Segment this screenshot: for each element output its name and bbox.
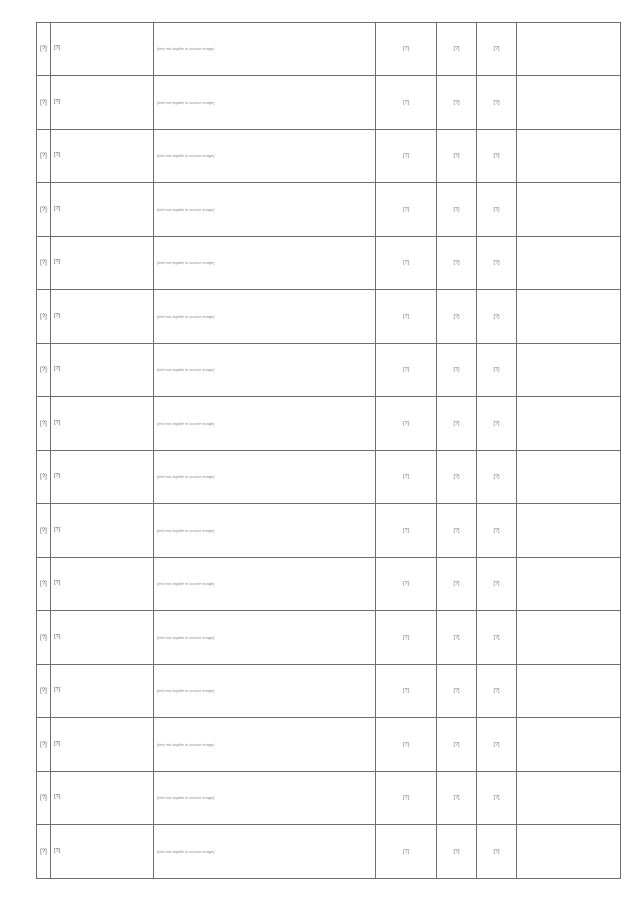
row-empty-cell — [517, 825, 621, 879]
row-year-repair: [?] — [437, 558, 477, 611]
row-year-built: [?] — [477, 665, 517, 718]
row-address: [?] — [51, 718, 154, 772]
row-cadastral-number: [?] — [376, 451, 437, 504]
row-cadastral-number: [?] — [376, 825, 437, 879]
row-number: [?] — [37, 772, 51, 825]
row-number: [?] — [37, 718, 51, 772]
table-row — [37, 23, 621, 76]
table-row — [37, 237, 621, 290]
repair-table-body — [37, 23, 621, 879]
row-year-built: [?] — [477, 718, 517, 772]
row-work-description: [text not legible in source image] — [154, 130, 376, 183]
row-year-built: [?] — [477, 397, 517, 451]
row-year-repair: [?] — [437, 76, 477, 130]
row-year-repair: [?] — [437, 397, 477, 451]
row-number: [?] — [37, 237, 51, 290]
row-cadastral-number: [?] — [376, 76, 437, 130]
row-year-built: [?] — [477, 130, 517, 183]
row-year-built: [?] — [477, 772, 517, 825]
row-number: [?] — [37, 290, 51, 344]
row-address: [?] — [51, 772, 154, 825]
row-year-built: [?] — [477, 290, 517, 344]
repair-table — [36, 22, 621, 879]
row-number: [?] — [37, 344, 51, 397]
row-number: [?] — [37, 558, 51, 611]
row-work-description: [text not legible in source image] — [154, 504, 376, 558]
row-empty-cell — [517, 23, 621, 76]
row-year-built: [?] — [477, 611, 517, 665]
row-empty-cell — [517, 237, 621, 290]
row-address: [?] — [51, 611, 154, 665]
row-year-built: [?] — [477, 558, 517, 611]
row-year-built: [?] — [477, 504, 517, 558]
row-cadastral-number: [?] — [376, 290, 437, 344]
row-year-built: [?] — [477, 183, 517, 237]
row-year-repair: [?] — [437, 665, 477, 718]
table-row — [37, 558, 621, 611]
row-year-built: [?] — [477, 825, 517, 879]
row-cadastral-number: [?] — [376, 183, 437, 237]
row-year-built: [?] — [477, 451, 517, 504]
row-year-repair: [?] — [437, 237, 477, 290]
row-year-repair: [?] — [437, 772, 477, 825]
row-year-built: [?] — [477, 237, 517, 290]
row-address: [?] — [51, 290, 154, 344]
row-cadastral-number: [?] — [376, 558, 437, 611]
row-cadastral-number: [?] — [376, 665, 437, 718]
row-work-description: [text not legible in source image] — [154, 825, 376, 879]
row-cadastral-number: [?] — [376, 772, 437, 825]
row-work-description: [text not legible in source image] — [154, 237, 376, 290]
row-year-repair: [?] — [437, 290, 477, 344]
row-cadastral-number: [?] — [376, 397, 437, 451]
row-year-repair: [?] — [437, 23, 477, 76]
row-work-description: [text not legible in source image] — [154, 772, 376, 825]
row-year-repair: [?] — [437, 344, 477, 397]
row-year-repair: [?] — [437, 504, 477, 558]
row-empty-cell — [517, 718, 621, 772]
row-work-description: [text not legible in source image] — [154, 665, 376, 718]
row-address: [?] — [51, 825, 154, 879]
row-address: [?] — [51, 344, 154, 397]
table-row — [37, 825, 621, 879]
row-empty-cell — [517, 451, 621, 504]
row-year-repair: [?] — [437, 825, 477, 879]
row-empty-cell — [517, 504, 621, 558]
row-year-built: [?] — [477, 23, 517, 76]
row-cadastral-number: [?] — [376, 718, 437, 772]
table-row — [37, 504, 621, 558]
row-address: [?] — [51, 504, 154, 558]
row-cadastral-number: [?] — [376, 504, 437, 558]
row-empty-cell — [517, 665, 621, 718]
row-number: [?] — [37, 611, 51, 665]
row-empty-cell — [517, 558, 621, 611]
row-cadastral-number: [?] — [376, 611, 437, 665]
table-row — [37, 397, 621, 451]
table-row — [37, 130, 621, 183]
row-work-description: [text not legible in source image] — [154, 290, 376, 344]
row-address: [?] — [51, 76, 154, 130]
table-row — [37, 183, 621, 237]
row-address: [?] — [51, 23, 154, 76]
row-cadastral-number: [?] — [376, 237, 437, 290]
row-address: [?] — [51, 130, 154, 183]
table-row — [37, 772, 621, 825]
row-work-description: [text not legible in source image] — [154, 397, 376, 451]
row-empty-cell — [517, 76, 621, 130]
table-row — [37, 76, 621, 130]
row-work-description: [text not legible in source image] — [154, 76, 376, 130]
row-empty-cell — [517, 344, 621, 397]
row-work-description: [text not legible in source image] — [154, 558, 376, 611]
row-work-description: [text not legible in source image] — [154, 611, 376, 665]
table-row — [37, 451, 621, 504]
row-address: [?] — [51, 397, 154, 451]
row-number: [?] — [37, 23, 51, 76]
row-cadastral-number: [?] — [376, 130, 437, 183]
row-empty-cell — [517, 290, 621, 344]
row-year-repair: [?] — [437, 130, 477, 183]
row-work-description: [text not legible in source image] — [154, 344, 376, 397]
row-work-description: [text not legible in source image] — [154, 183, 376, 237]
row-number: [?] — [37, 76, 51, 130]
row-year-repair: [?] — [437, 611, 477, 665]
row-year-repair: [?] — [437, 718, 477, 772]
row-year-built: [?] — [477, 76, 517, 130]
row-cadastral-number: [?] — [376, 23, 437, 76]
table-row — [37, 665, 621, 718]
row-year-repair: [?] — [437, 451, 477, 504]
row-empty-cell — [517, 772, 621, 825]
row-address: [?] — [51, 237, 154, 290]
table-row — [37, 290, 621, 344]
row-number: [?] — [37, 451, 51, 504]
row-work-description: [text not legible in source image] — [154, 451, 376, 504]
row-year-repair: [?] — [437, 183, 477, 237]
row-empty-cell — [517, 130, 621, 183]
table-row — [37, 344, 621, 397]
row-address: [?] — [51, 665, 154, 718]
row-number: [?] — [37, 130, 51, 183]
row-empty-cell — [517, 183, 621, 237]
row-address: [?] — [51, 558, 154, 611]
row-empty-cell — [517, 611, 621, 665]
row-cadastral-number: [?] — [376, 344, 437, 397]
row-address: [?] — [51, 183, 154, 237]
row-number: [?] — [37, 397, 51, 451]
row-number: [?] — [37, 183, 51, 237]
row-empty-cell — [517, 397, 621, 451]
table-row — [37, 611, 621, 665]
row-year-built: [?] — [477, 344, 517, 397]
table-row — [37, 718, 621, 772]
row-number: [?] — [37, 825, 51, 879]
row-work-description: [text not legible in source image] — [154, 23, 376, 76]
row-number: [?] — [37, 504, 51, 558]
row-address: [?] — [51, 451, 154, 504]
row-number: [?] — [37, 665, 51, 718]
row-work-description: [text not legible in source image] — [154, 718, 376, 772]
